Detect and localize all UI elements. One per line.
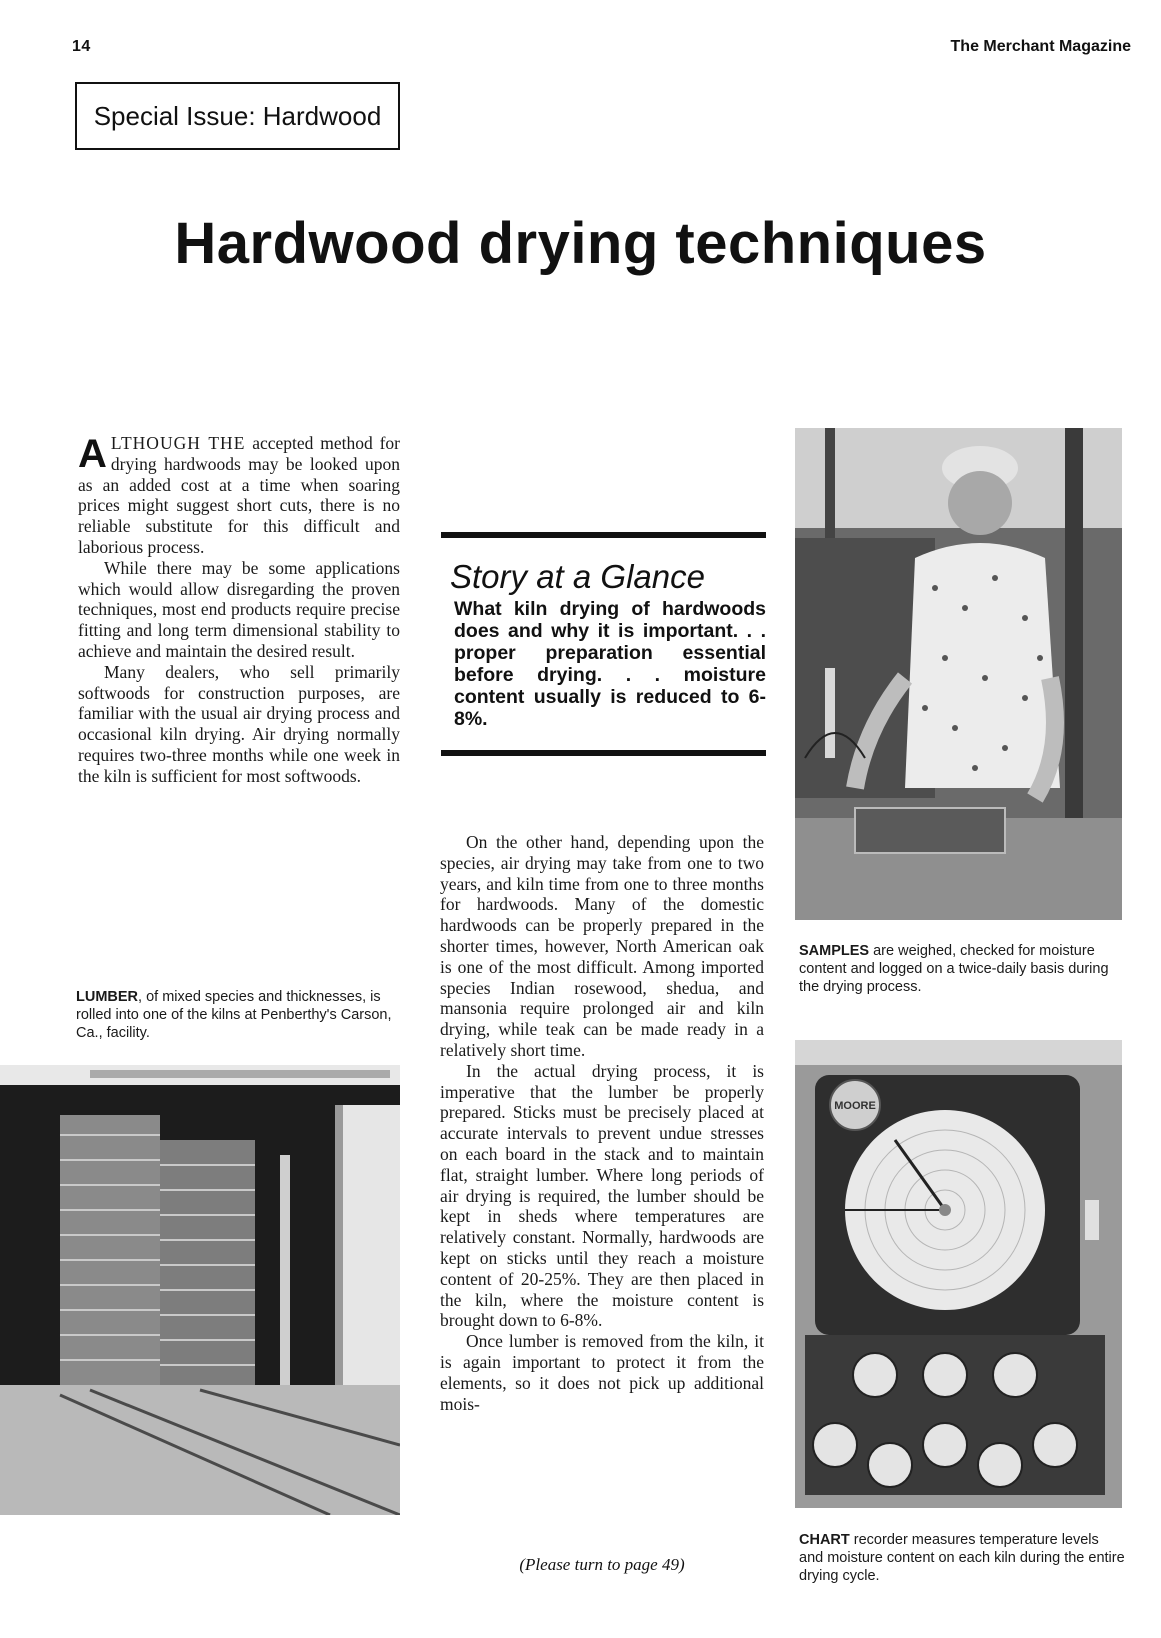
magazine-name: The Merchant Magazine (950, 38, 1131, 55)
chart-caption-text: recorder measures temperature levels and moisture content on each kiln during the entire drying cycle. (799, 1532, 1125, 1584)
story-at-a-glance-box (441, 532, 766, 756)
section-label: Special Issue: Hardwood (93, 100, 382, 131)
article-headline: Hardwood drying techniques (174, 211, 987, 276)
chart-recorder-photo (795, 1040, 1122, 1508)
paragraph-1 (78, 433, 400, 558)
lumber-kiln-photo (0, 1065, 400, 1515)
glance-top-rule (441, 532, 766, 538)
chart-recorder-image (795, 1040, 1122, 1508)
paragraph-2: While there may be some applications which would allow disregarding the proven techniques, most end products require precise fitting and long term dimensional stability to achieve and maintain the desired result. (78, 557, 400, 661)
drop-cap: A (78, 432, 107, 476)
section-label-box (75, 82, 400, 150)
glance-title: Story at a Glance (450, 558, 705, 595)
continuation-note: (Please turn to page 49) (519, 1555, 685, 1574)
chart-recorder-badge: MOORE (834, 1100, 876, 1112)
samples-caption (799, 942, 1125, 996)
samples-caption-lead: SAMPLES (799, 943, 870, 959)
paragraph-5: In the actual drying process, it is imperative that the lumber be properly prepared. Sticks must be precisely placed at accurate intervals to prevent undue stresses on each board in the stack and to maintain flat, straight lumber. Where long periods of air drying is required, the lumber should be kept in sheds where temperatures are relatively constant. Normally, hardwoods are kept on sticks until they reach a moisture content of 20-25%. They are then placed in the kiln, where the moisture content is brought down to 6-8%. (440, 1060, 764, 1331)
glance-bottom-rule (441, 750, 766, 756)
samples-image (795, 428, 1122, 920)
article-column-1 (78, 433, 400, 787)
paragraph-1-text: accepted method for drying hardwoods may be looked upon as an added cost at a time when soaring prices might suggest short cuts, there is no reliable substitute for this difficult and laborious process. (78, 433, 400, 557)
paragraph-3: Many dealers, who sell primarily softwoods for construction purposes, are familiar with the usual air drying process and occasional kiln drying. Air drying normally requires two-three months while one week in the kiln is sufficient for most softwoods. (78, 661, 400, 786)
chart-caption-lead: CHART (799, 1532, 850, 1548)
page-number: 14 (72, 38, 91, 55)
lumber-kiln-image (0, 1065, 400, 1515)
samples-photo (795, 428, 1122, 920)
paragraph-4: On the other hand, depending upon the species, air drying may take from one to two years, and kiln time from one to three months for hardwoods. Many of the domestic hardwoods can be properly prepared in the shorter times, however, North American oak is one of the most difficult. Among imported species Indian rosewood, shedua, and mansonia require prolonged air and kiln drying, while teak can be made ready in a relatively short time. (440, 832, 764, 1060)
chart-caption (799, 1531, 1125, 1585)
lumber-caption-text: , of mixed species and thicknesses, is rolled into one of the kilns at Penberthy's Carson, Ca., facility. (76, 989, 392, 1041)
lumber-caption (76, 988, 401, 1042)
article-column-2 (440, 832, 764, 1414)
lead-caps: LTHOUGH THE (110, 433, 246, 453)
samples-caption-text: are weighed, checked for moisture content and logged on a twice-daily basis during the drying process. (799, 943, 1109, 995)
glance-summary: What kiln drying of hardwoods does and why it is important. . . proper preparation essential before drying. . . moisture content usually is reduced to 6-8%. (454, 598, 766, 730)
lumber-caption-lead: LUMBER (76, 989, 139, 1005)
paragraph-6: Once lumber is removed from the kiln, it is again important to protect it from the elements, so it does not pick up additional mois- (440, 1331, 764, 1414)
